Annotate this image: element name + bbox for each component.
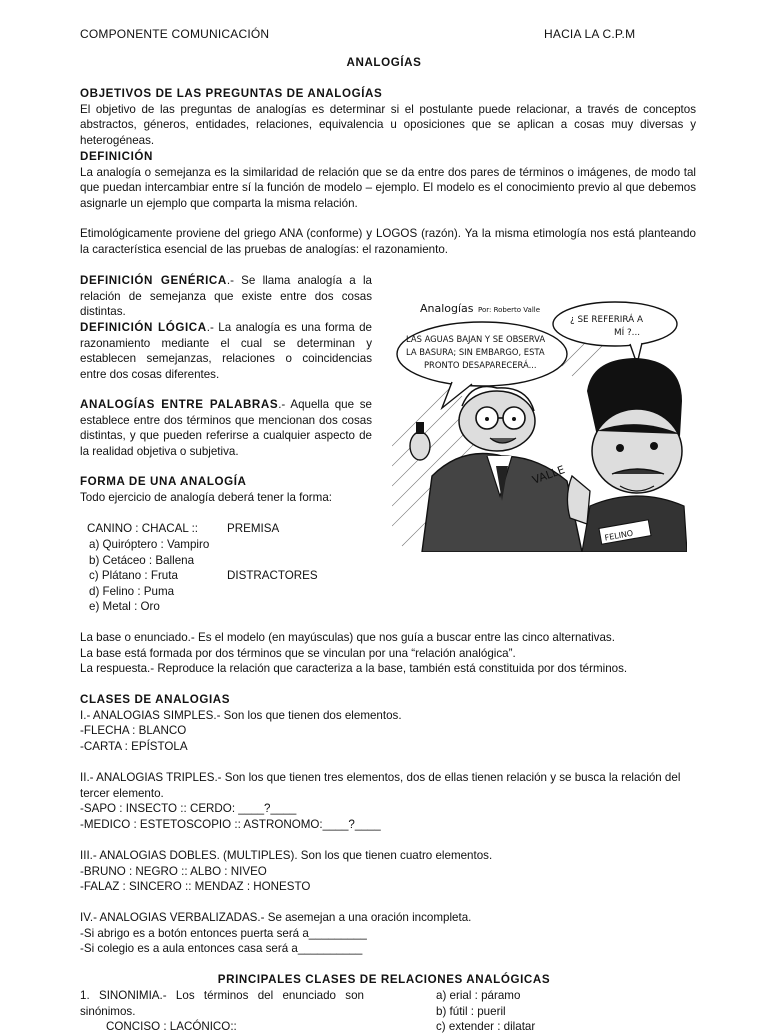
double-title: III.- ANALOGIAS DOBLES. (MULTIPLES). Son los que tienen cuatro elementos. bbox=[80, 849, 493, 862]
verbal-title: IV.- ANALOGIAS VERBALIZADAS.- Se asemejan a una oración incompleta. bbox=[80, 911, 472, 924]
example-option: c) Plátano : Fruta bbox=[89, 569, 178, 583]
definition-heading: DEFINICIÓN bbox=[80, 150, 153, 163]
form-heading: FORMA DE UNA ANALOGÍA bbox=[80, 475, 247, 488]
double-example: -BRUNO : NEGRO :: ALBO : NIVEO bbox=[80, 864, 267, 878]
simple-title: I.- ANALOGIAS SIMPLES.- Son los que tienen dos elementos. bbox=[80, 708, 402, 722]
form-notes bbox=[80, 630, 696, 677]
simple-example: -FLECHA : BLANCO bbox=[80, 724, 187, 738]
relation-item-synonymy: 1. SINONIMIA.- Los términos del enunciado son sinónimos. bbox=[80, 989, 364, 1018]
example-option: a) Quiróptero : Vampiro bbox=[89, 538, 210, 551]
generic-term: DEFINICIÓN GENÉRICA bbox=[80, 274, 227, 287]
objectives-section bbox=[80, 86, 696, 148]
cartoon-bubble-right-line-2: MÍ ?... bbox=[614, 328, 641, 338]
example-option: b) Cetáceo : Ballena bbox=[89, 553, 195, 567]
generic-definition bbox=[80, 273, 372, 320]
objectives-text: El objetivo de las preguntas de analogías es determinar si el postulante puede relacionar, a través de conceptos abstractos, géneros, entidades, relaciones, equivalencia u oposiciones que se aplican a cosas muy diversas y heterogéneas. bbox=[80, 102, 696, 147]
definition-text: La analogía o semejanza es la similaridad de relación que se da entre dos pares de términos o imágenes, de modo tal que puedan intercambiar entre sí la función de modelo – ejemplo. El modelo es el conocimiento previo al que debemos asignarle un ejemplo que comparta la misma relación. bbox=[80, 165, 696, 210]
cartoon-tag: FELINO bbox=[603, 528, 634, 543]
relation-answers bbox=[436, 988, 535, 1035]
answer-option: c) extender : dilatar bbox=[436, 1020, 536, 1034]
double-example: -FALAZ : SINCERO :: MENDAZ : HONESTO bbox=[80, 880, 311, 894]
example-premise: CANINO : CHACAL :: bbox=[87, 522, 199, 535]
classes-heading: CLASES DE ANALOGIAS bbox=[80, 693, 231, 706]
triple-example: -MEDICO : ESTETOSCOPIO :: ASTRONOMO:____?____ bbox=[80, 817, 381, 831]
form-section bbox=[80, 474, 696, 505]
header-left: COMPONENTE COMUNICACIÓN bbox=[80, 27, 270, 41]
relations-heading: PRINCIPALES CLASES DE RELACIONES ANALÓGICAS bbox=[217, 973, 551, 986]
etymology-paragraph bbox=[80, 226, 696, 257]
cartoon-title: Analogías bbox=[420, 302, 474, 315]
editorial-cartoon bbox=[392, 296, 687, 552]
cartoon-signature: VALLE bbox=[530, 463, 567, 487]
objectives-heading: OBJETIVOS DE LAS PREGUNTAS DE ANALOGÍAS bbox=[80, 87, 383, 100]
words-term: ANALOGÍAS ENTRE PALABRAS bbox=[80, 398, 279, 411]
note-base: La base o enunciado.- Es el modelo (en mayúsculas) que nos guía a buscar entre las cinco alternativas. bbox=[80, 631, 615, 644]
words-definition bbox=[80, 397, 372, 459]
relation-item-example: CONCISO : LACÓNICO:: bbox=[106, 1020, 237, 1033]
words-text: .- Aquella que se establece entre dos términos que mencionan dos cosas distintas, y que pueden referirse a cualquier aspecto de la realidad objetiva o subjetiva. bbox=[80, 398, 372, 458]
triple-section bbox=[80, 770, 696, 832]
cartoon-bubble-left-line-1: LAS AGUAS BAJAN Y SE OBSERVA bbox=[406, 334, 546, 344]
etymology-text: Etimológicamente proviene del griego ANA (conforme) y LOGOS (razón). Ya la misma etimología nos está planteando la característica esencial de las pruebas de analogías: el razonamiento. bbox=[80, 227, 696, 256]
cartoon-bubble-left-line-3: PRONTO DESAPARECERÁ... bbox=[424, 360, 537, 370]
cartoon-bubble-right-line-1: ¿ SE REFERIRÁ A bbox=[570, 315, 643, 325]
example-option: d) Felino : Puma bbox=[89, 584, 175, 598]
answer-option: a) erial : páramo bbox=[436, 989, 521, 1002]
form-intro: Todo ejercicio de analogía deberá tener la forma: bbox=[80, 490, 332, 504]
verbal-example: -Si colegio es a aula entonces casa será a__________ bbox=[80, 942, 363, 956]
verbal-example: -Si abrigo es a botón entonces puerta será a_________ bbox=[80, 926, 367, 940]
triple-title: II.- ANALOGIAS TRIPLES.- Son los que tienen tres elementos, dos de ellas tienen relación y se busca la relación del tercer elemento. bbox=[80, 771, 681, 800]
note-answer: La respuesta.- Reproduce la relación que caracteriza a la base, también está constituida por dos términos. bbox=[80, 662, 628, 676]
definition-section bbox=[80, 149, 696, 211]
verbal-section bbox=[80, 910, 696, 957]
cartoon-illustration bbox=[392, 296, 687, 552]
double-section bbox=[80, 848, 696, 895]
example-options bbox=[89, 537, 209, 615]
logical-definition bbox=[80, 320, 372, 382]
cartoon-author: Por: Roberto Valle bbox=[478, 306, 541, 314]
classes-section bbox=[80, 692, 696, 754]
simple-example: -CARTA : EPÍSTOLA bbox=[80, 739, 188, 753]
answer-option: b) fútil : pueril bbox=[436, 1004, 506, 1018]
note-base-formed: La base está formada por dos términos que se vinculan por una “relación analógica”. bbox=[80, 646, 516, 660]
header-right: HACIA LA C.P.M bbox=[544, 27, 636, 41]
page-title: ANALOGÍAS bbox=[346, 56, 422, 69]
triple-example: -SAPO : INSECTO :: CERDO: ____?____ bbox=[80, 802, 297, 816]
cartoon-bubble-left-line-2: LA BASURA; SIN EMBARGO, ESTA bbox=[406, 347, 545, 357]
logical-term: DEFINICIÓN LÓGICA bbox=[80, 321, 207, 334]
generic-text: .- Se llama analogía a la relación de semejanza que existe entre dos cosas distintas. bbox=[80, 274, 373, 319]
distractors-label: DISTRACTORES bbox=[227, 569, 318, 582]
example-option: e) Metal : Oro bbox=[89, 600, 160, 614]
premise-label: PREMISA bbox=[227, 522, 280, 535]
logical-text: .- La analogía es una forma de razonamiento mediante el cual se determinan y establecen semejanzas, relaciones o coincidencias entre dos cosas diferentes. bbox=[80, 321, 372, 381]
